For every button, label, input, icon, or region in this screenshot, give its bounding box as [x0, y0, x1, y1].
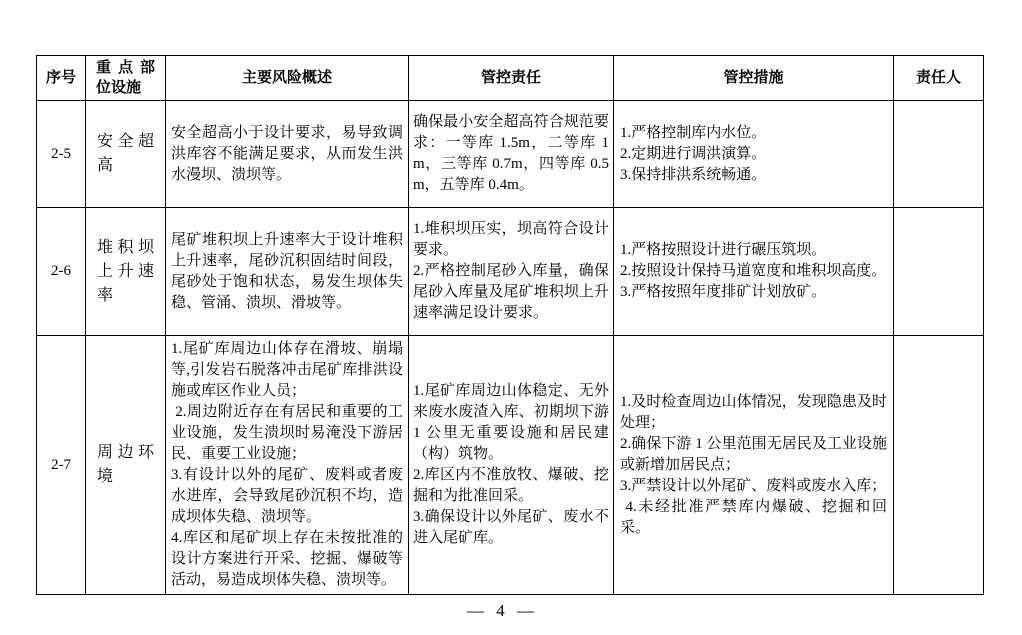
measure-item: 1.及时检查周边山体情况，发现隐患及时处理；	[620, 393, 887, 431]
risk-item: 3.有设计以外的尾矿、废料或者废水进库，会导致尾砂沉积不均，造成坝体失稳、溃坝等。	[171, 467, 403, 525]
serial-cell: 2-7	[37, 336, 86, 595]
serial-cell: 2-5	[37, 101, 86, 208]
person-cell	[894, 336, 984, 595]
facility-cell: 安全超高	[86, 101, 166, 208]
measure-item: 3.严格按照年度排矿计划放矿。	[620, 284, 827, 300]
responsibility-cell	[409, 101, 614, 208]
person-cell	[894, 101, 984, 208]
responsibility-cell	[409, 336, 614, 595]
risk-item: 4.库区和尾矿坝上存在未按批准的设计方案进行开采、挖掘、爆破等活动，易造成坝体失稳、溃坝等。	[171, 530, 403, 588]
measure-item: 3.保持排洪系统畅通。	[620, 166, 767, 183]
responsibility-cell	[409, 208, 614, 336]
risk-paragraph: 尾矿堆积坝上升速率大于设计堆积上升速率，尾砂沉积固结时间段，尾砂处于饱和状态，易发生坝体失稳、管涌、溃坝、滑坡等。	[171, 231, 403, 311]
table-row-2-7	[37, 336, 984, 595]
measure-item: 1.严格按照设计进行碾压筑坝。	[620, 242, 827, 258]
page-number: — 4 —	[467, 601, 538, 620]
measure-item: 3.严禁设计以外尾矿、废料或废水入库；	[620, 477, 887, 494]
facility-cell: 周边环境	[86, 336, 166, 595]
measures-cell	[614, 208, 894, 336]
measure-item: 2.定期进行调洪演算。	[620, 145, 767, 162]
risk-cell	[166, 208, 409, 336]
risk-control-table	[36, 55, 984, 595]
risk-item: 1.尾矿库周边山体存在滑坡、崩塌等,引发岩石脱落冲击尾矿库排洪设施或库区作业人员；	[171, 341, 403, 399]
measure-item: 2.按照设计保持马道宽度和堆积坝高度。	[620, 263, 887, 279]
responsibility-item: 2.严格控制尾砂入库量，确保尾砂入库量及尾矿堆积坝上升速率满足设计要求。	[413, 263, 609, 321]
responsibility-item: 2.库区内不准放牧、爆破、挖掘和为批准回采。	[413, 467, 609, 504]
responsibility-paragraph: 确保最小安全超高符合规范要求：一等库 1.5m，二等库 1m，三等库 0.7m，四等库 0.5m，五等库 0.4m。	[413, 114, 609, 193]
header-person: 责任人	[894, 56, 984, 101]
risk-item: 2.周边附近存在有居民和重要的工业设施，发生溃坝时易淹没下游居民、重要工业设施；	[171, 404, 403, 462]
measures-cell	[614, 336, 894, 595]
risk-cell	[166, 101, 409, 208]
risk-paragraph: 安全超高小于设计要求，易导致调洪库容不能满足要求，从而发生洪水漫坝、溃坝等。	[171, 124, 403, 183]
serial-cell: 2-6	[37, 208, 86, 336]
risk-cell	[166, 336, 409, 595]
responsibility-item: 1.尾矿库周边山体稳定、无外来废水废渣入库、初期坝下游 1 公里无重要设施和居民建（构）筑物。	[413, 383, 613, 462]
header-facility: 重点部位设施	[86, 56, 166, 101]
header-row	[37, 56, 984, 101]
table-row-2-5	[37, 101, 984, 208]
responsibility-item: 3.确保设计以外尾矿、废水不进入尾矿库。	[413, 509, 609, 546]
header-measures: 管控措施	[614, 56, 894, 101]
header-responsibility: 管控责任	[409, 56, 614, 101]
facility-cell: 堆积坝上升速率	[86, 208, 166, 336]
measure-item: 1.严格控制库内水位。	[620, 124, 767, 141]
measures-cell	[614, 101, 894, 208]
header-serial: 序号	[37, 56, 86, 101]
measure-item: 4.未经批准严禁库内爆破、挖掘和回采。	[620, 498, 887, 536]
responsibility-item: 1.堆积坝压实，坝高符合设计要求。	[413, 221, 609, 258]
person-cell	[894, 208, 984, 336]
table-row-2-6	[37, 208, 984, 336]
measure-item: 2.确保下游 1 公里范围无居民及工业设施或新增加居民点；	[620, 435, 887, 473]
header-risk: 主要风险概述	[166, 56, 409, 101]
